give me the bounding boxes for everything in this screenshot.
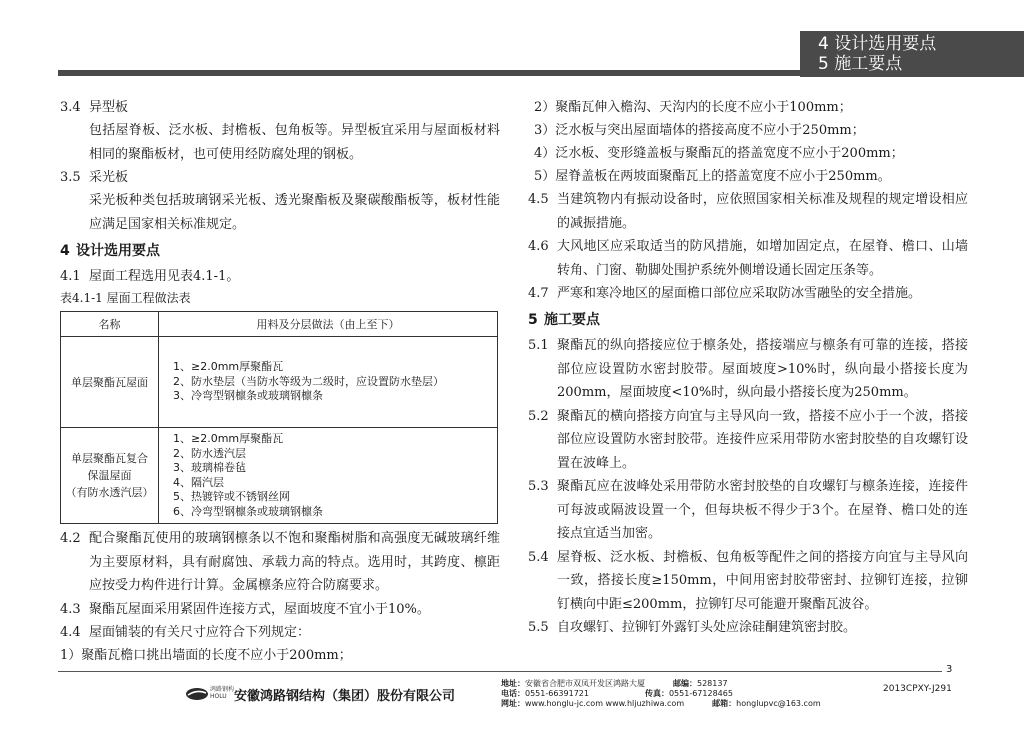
table-row — [61, 428, 498, 524]
heading-4: 4 设计选用要点 — [60, 243, 160, 259]
paragraph-3-4: 包括屋脊板、泛水板、封檐板、包角板等。异型板宜采用与屋面板材料相同的聚酯板材，也可使用经防腐处理的钢板。 — [89, 123, 500, 162]
clause-5-4-num: 5.4 — [528, 549, 549, 565]
paragraph-3-5: 采光板种类包括玻璃钢采光板、透光聚酯板及聚碳酸酯板等，板材性能应满足国家相关标准规定。 — [89, 193, 500, 232]
contact-phone-line: 电话：0551-66391721 传真：0551-67128465 — [501, 689, 733, 698]
roof-practice-table — [60, 311, 498, 524]
section-tab-line-1: 4 设计选用要点 — [818, 34, 937, 54]
list-item: 1）聚酯瓦檐口挑出墙面的长度不应小于200mm； — [60, 647, 352, 663]
list-item: 2）聚酯瓦伸入檐沟、天沟内的长度不应小于100mm； — [534, 100, 852, 115]
section-tab-line-2: 5 施工要点 — [818, 54, 903, 74]
clause-4-5-num: 4.5 — [528, 192, 549, 207]
paragraph-4-5: 当建筑物内有振动设备时，应依照国家相关标准及规程的规定增设相应的减振措施。 — [557, 192, 968, 231]
paragraph-4-6: 大风地区应采取适当的防风措施，如增加固定点，在屋脊、檐口、山墙转角、门窗、勒脚处围护系统外侧增设通长固定压条等。 — [557, 239, 968, 278]
company-name: 安徽鸿路钢结构（集团）股份有限公司 — [234, 689, 456, 704]
paragraph-5-1: 聚酯瓦的纵向搭接应位于檩条处，搭接端应与檩条有可靠的连接，搭接部位应设置防水密封胶带。屋面坡度>10%时，纵向最小搭接长度为200mm，屋面坡度<10%时，纵向最小搭接长度为250mm。 — [557, 338, 968, 400]
paragraph-5-3: 聚酯瓦应在波峰处采用带防水密封胶垫的自攻螺钉与檩条连接，连接件可每波或隔波设置一个，但每块板不得少于3个。在屋脊、檐口处的连接点宜适当加密。 — [557, 479, 968, 541]
clause-4-1: 4.1 屋面工程选用见表4.1-1。 — [60, 269, 240, 284]
section-tab — [800, 31, 1024, 77]
heading-3-4: 3.4 异型板 — [60, 100, 129, 115]
page-number: 3 — [946, 664, 953, 675]
paragraph-5-4: 屋脊板、泛水板、封檐板、包角板等配件之间的搭接方向宜与主导风向一致，搭接长度≥150mm，中间用密封胶带密封、拉铆钉连接，拉铆钉横向中距≤200mm，拉铆钉尽可能避开聚酯瓦波谷。 — [557, 549, 968, 612]
row-layers: 1、≥2.0mm厚聚酯瓦 2、防水透汽层 3、玻璃棉卷毡 4、隔汽层 5、热镀锌或不锈钢丝网 6、冷弯型钢檩条或玻璃钢檩条 — [159, 428, 498, 524]
left-column — [60, 96, 500, 667]
clause-5-3-num: 5.3 — [528, 479, 549, 494]
table-caption: 表4.1-1 屋面工程做法表 — [60, 291, 191, 305]
row-name: 单层聚酯瓦屋面 — [61, 337, 159, 428]
heading-5: 5 施工要点 — [528, 312, 600, 328]
list-item: 4）泛水板、变形缝盖板与聚酯瓦的搭盖宽度不应小于200mm； — [534, 146, 904, 161]
clause-4-2-num: 4.2 — [60, 531, 81, 546]
col-header-name: 名称 — [61, 312, 159, 337]
contact-address-line: 地址：安徽省合肥市双凤开发区鸿路大厦 邮编：528137 — [501, 679, 728, 688]
clause-4-4: 4.4 屋面铺装的有关尺寸应符合下列规定： — [60, 624, 311, 640]
row-name: 单层聚酯瓦复合 保温屋面 （有防水透汽层） — [61, 428, 159, 524]
clause-4-7: 4.7 严寒和寒冷地区的屋面檐口部位应采取防冰雪融坠的安全措施。 — [528, 286, 922, 301]
list-item: 3）泛水板与突出屋面墙体的搭接高度不应小于250mm； — [534, 123, 865, 138]
paragraph-5-2: 聚酯瓦的横向搭接方向宜与主导风向一致，搭接不应小于一个波，搭接部位应设置防水密封胶带。连接件应采用带防水密封胶垫的自攻螺钉设置在波峰上。 — [557, 408, 968, 471]
footer-rule — [58, 671, 942, 672]
clause-4-3: 4.3 聚酯瓦屋面采用紧固件连接方式，屋面坡度不宜小于10%。 — [60, 601, 430, 617]
clause-5-1-num: 5.1 — [528, 338, 549, 353]
contact-web-line: 网址：www.honglu-jc.com www.hljuzhiwa.com 邮箱：honglupvc@163.com — [501, 699, 821, 708]
heading-3-5: 3.5 采光板 — [60, 170, 129, 185]
contact-block — [501, 679, 821, 709]
table-row — [61, 337, 498, 428]
document-code: 2013CPXY-J291 — [883, 684, 952, 694]
row-layers: 1、≥2.0mm厚聚酯瓦 2、防水垫层（当防水等级为二级时，应设置防水垫层） 3、冷弯型钢檩条或玻璃钢檩条 — [159, 337, 498, 428]
table-header-row — [61, 312, 498, 337]
right-column — [528, 96, 968, 639]
clause-5-5: 5.5 自攻螺钉、拉铆钉外露钉头处应涂硅酮建筑密封胶。 — [528, 620, 857, 635]
logo-wordmark: 鸿路钢构 HOLU — [210, 686, 235, 700]
clause-4-6-num: 4.6 — [528, 239, 549, 254]
clause-5-2-num: 5.2 — [528, 408, 549, 424]
list-item: 5）屋脊盖板在两坡面聚酯瓦上的搭盖宽度不应小于250mm。 — [534, 169, 891, 184]
paragraph-4-2: 配合聚酯瓦使用的玻璃钢檩条以不饱和聚酯树脂和高强度无碱玻璃纤维为主要原材料，具有耐腐蚀、承载力高的特点。选用时，其跨度、檩距应按受力构件进行计算。金属檩条应符合防腐要求。 — [89, 531, 500, 593]
header-rule — [58, 70, 800, 76]
col-header-layers: 用料及分层做法（由上至下） — [159, 312, 498, 337]
company-logo-icon — [185, 687, 209, 701]
